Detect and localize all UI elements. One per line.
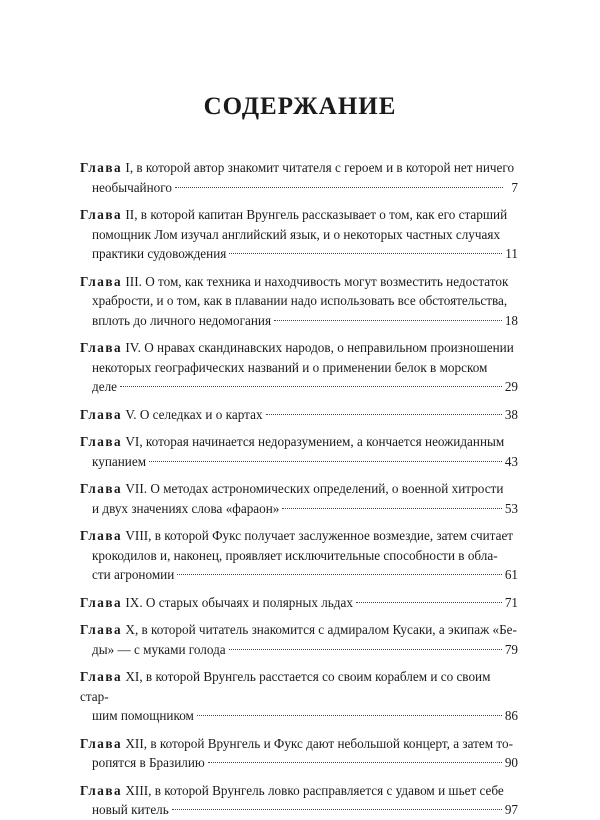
toc-entry-text: . О селедках и о картах	[133, 406, 263, 422]
toc-entry-text: , в которой Врунгель ловко расправляется с удавом и шьет себе	[148, 782, 504, 798]
toc-entry-text: . О методах астрономических определений, о военной хитрости	[143, 481, 504, 496]
toc-entry-text: . О старых обычаях и полярных льдах	[139, 594, 353, 610]
dot-leader	[274, 320, 502, 321]
toc-entry-text: , в которой капитан Врунгель рассказывает о том, как его старший	[134, 207, 508, 222]
toc-entry[interactable]	[80, 272, 518, 331]
toc-entry-title-end	[92, 706, 194, 726]
toc-entry-text: новый китель	[92, 802, 169, 817]
toc-entry-line	[80, 432, 518, 452]
toc-entry-line	[80, 620, 518, 640]
page-number: 53	[504, 500, 518, 516]
toc-entry-last-line	[80, 405, 518, 425]
toc-entry-last-line	[80, 565, 518, 585]
chapter-label: Глава	[80, 273, 123, 289]
toc-entry-text: практики судовождения	[92, 246, 227, 261]
toc-entry-text: сти агрономии	[92, 567, 175, 582]
toc-entry-line	[80, 291, 518, 311]
toc-entry-line	[80, 338, 518, 358]
dot-leader	[172, 809, 502, 810]
toc-entry[interactable]	[80, 432, 518, 471]
chapter-label: Глава	[80, 594, 123, 610]
chapter-label: Глава	[80, 528, 123, 543]
toc-entry-title-end	[92, 753, 205, 773]
toc-entry-text: необычайного	[92, 179, 172, 195]
chapter-number: I	[125, 160, 130, 175]
toc-entry[interactable]	[80, 158, 518, 197]
toc-entry-title-end	[92, 640, 226, 660]
toc-entry-title-end	[92, 565, 174, 585]
chapter-number: VII	[125, 481, 144, 496]
page-number: 79	[504, 641, 518, 657]
toc-entry-text: помощник Лом изучал английский язык, и о некоторых частных случаях	[92, 226, 501, 242]
chapter-label: Глава	[80, 481, 123, 496]
toc-entry-text: некоторых географических названий и о применении белок в морском	[92, 359, 488, 375]
toc-entry-text: , в которой Врунгель и Фукс дают небольшой концерт, а затем то-	[143, 735, 513, 751]
page-number: 90	[504, 755, 518, 770]
chapter-label: Глава	[80, 434, 123, 449]
toc-entry[interactable]	[80, 479, 518, 518]
chapter-number: III	[125, 273, 139, 289]
chapter-number: IV	[125, 340, 138, 355]
toc-entry[interactable]	[80, 593, 518, 613]
chapter-number: IX	[125, 594, 140, 610]
toc-entry[interactable]	[80, 667, 518, 726]
chapter-label: Глава	[80, 340, 123, 355]
toc-entry-line	[80, 358, 518, 378]
toc-entry-last-line	[80, 499, 518, 519]
toc-entry-last-line	[80, 800, 518, 820]
toc-entry-text: . О том, как техника и находчивость могут возместить недостаток	[138, 273, 509, 289]
toc-entry-line	[80, 158, 518, 178]
toc-entry[interactable]	[80, 526, 518, 585]
toc-entry-last-line	[80, 244, 518, 264]
toc-entry-title-end	[92, 499, 279, 519]
toc-entry[interactable]	[80, 620, 518, 659]
toc-entry-line	[80, 734, 518, 754]
page-number: 7	[511, 179, 518, 195]
chapter-number: XI	[125, 669, 140, 684]
toc-entry-text: храбрости, и о том, как в плавании надо использовать все обстоятельства,	[92, 293, 508, 308]
page-number: 97	[504, 802, 518, 817]
dot-leader	[120, 386, 502, 387]
toc-entry-line	[80, 667, 518, 706]
dot-leader	[356, 602, 502, 603]
toc-entry-last-line	[80, 311, 518, 331]
toc-entry-text: , которая начинается недоразумением, а кончается неожиданным	[139, 434, 505, 449]
chapter-label: Глава	[80, 160, 123, 175]
toc-entry-title-end	[92, 244, 226, 264]
toc-entry-line	[80, 225, 518, 245]
toc-entry-text: ропятся в Бразилию	[92, 755, 205, 770]
toc-entry-last-line	[80, 640, 518, 660]
toc-entry-text: . О нравах скандинавских народов, о неправильном произношении	[137, 340, 514, 355]
chapter-label: Глава	[80, 782, 123, 798]
toc-entry-text: деле	[92, 379, 117, 394]
page-number: 86	[504, 708, 518, 723]
toc-entry-last-line	[80, 377, 518, 397]
table-of-contents	[80, 158, 518, 820]
toc-entry-text: крокодилов и, наконец, проявляет исключительные способности в обла-	[92, 547, 498, 563]
toc-entry-title-end	[92, 800, 169, 820]
page-title: СОДЕРЖАНИЕ	[203, 93, 397, 120]
toc-entry-last-line	[80, 178, 518, 198]
toc-entry-text: и двух значениях слова «фараон»	[92, 500, 280, 516]
dot-leader	[149, 461, 502, 462]
dot-leader	[229, 649, 502, 650]
toc-entry-text: вплоть до личного недомогания	[92, 312, 272, 328]
toc-entry-last-line	[80, 452, 518, 472]
chapter-number: II	[125, 207, 135, 222]
toc-entry-text: , в которой автор знакомит читателя с героем и в которой нет ничего	[129, 160, 515, 175]
chapter-label: Глава	[80, 207, 123, 222]
dot-leader	[208, 762, 502, 763]
toc-entry[interactable]	[80, 405, 518, 425]
chapter-label: Глава	[80, 735, 123, 751]
toc-entry-last-line	[80, 593, 518, 613]
toc-entry-line	[80, 546, 518, 566]
chapter-label: Глава	[80, 669, 123, 684]
toc-entry-text: , в которой Фукс получает заслуженное возмездие, затем считает	[148, 528, 514, 543]
toc-entry-text: , в которой читатель знакомится с адмиралом Кусаки, а экипаж «Бе-	[134, 622, 517, 637]
toc-entry-title-end	[92, 377, 117, 397]
toc-entry[interactable]	[80, 338, 518, 397]
toc-entry-last-line	[80, 706, 518, 726]
toc-entry-line	[80, 479, 518, 499]
toc-entry[interactable]	[80, 781, 518, 820]
chapter-number: VIII	[125, 528, 149, 543]
chapter-number: V	[125, 406, 134, 422]
toc-entry-title-end	[92, 452, 146, 472]
toc-entry-line	[80, 781, 518, 801]
page-number: 29	[504, 379, 518, 394]
dot-leader	[177, 574, 502, 575]
chapter-number: X	[125, 622, 135, 637]
toc-entry-line	[80, 272, 518, 292]
toc-entry-text: , в которой Врунгель расстается со своим кораблем и со своим стар-	[80, 669, 491, 704]
toc-entry-title-end	[92, 311, 271, 331]
page-number: 61	[504, 567, 518, 582]
chapter-number: VI	[125, 434, 140, 449]
page-number: 43	[504, 453, 518, 469]
toc-entry-title-end	[80, 593, 353, 613]
page-number: 71	[504, 594, 518, 610]
chapter-label: Глава	[80, 622, 123, 637]
page-number: 38	[504, 406, 518, 422]
dot-leader	[229, 253, 502, 254]
dot-leader	[175, 187, 503, 188]
toc-entry-text: купанием	[92, 453, 147, 469]
toc-entry-line	[80, 205, 518, 225]
chapter-number: XIII	[125, 782, 149, 798]
dot-leader	[197, 715, 502, 716]
toc-entry-title-end	[80, 405, 263, 425]
page-number: 11	[505, 246, 518, 261]
toc-entry-last-line	[80, 753, 518, 773]
toc-entry-text: ды» — с муками голода	[92, 641, 226, 657]
toc-entry[interactable]	[80, 734, 518, 773]
toc-entry[interactable]	[80, 205, 518, 264]
chapter-label: Глава	[80, 406, 123, 422]
toc-entry-title-end	[92, 178, 172, 198]
page-number: 18	[504, 312, 518, 328]
chapter-number: XII	[125, 735, 144, 751]
dot-leader	[266, 414, 502, 415]
toc-entry-text: шим помощником	[92, 708, 194, 723]
dot-leader	[282, 508, 501, 509]
toc-entry-line	[80, 526, 518, 546]
